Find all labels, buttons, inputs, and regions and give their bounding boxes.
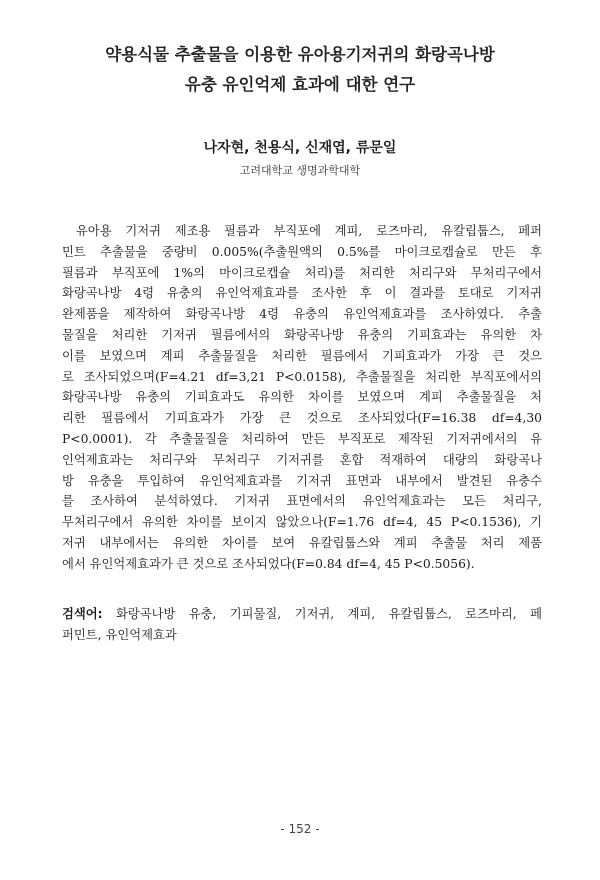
abstract-line: 인억제효과는 처리구와 무처리구 기저귀를 혼합 적재하여 대량의 화랑곡나 — [62, 452, 542, 467]
abstract-line: 를 조사하여 분석하였다. 기저귀 표면에서의 유인억제효과는 모든 처리구, — [62, 494, 542, 509]
abstract-line: 리한 필름에서 기피효과가 가장 큰 것으로 조사되었다(F=16.38 df=4,30 — [62, 411, 542, 426]
abstract-line: 화랑곡나방 4령 유충의 유인억제효과를 조사한 후 이 결과를 토대로 기저귀 — [62, 286, 542, 301]
abstract — [62, 221, 542, 575]
abstract-line: 이를 보였으며 계피 추출물질을 처리한 필름에서 기피효과가 가장 큰 것으 — [62, 348, 542, 363]
abstract-line: 완제품을 제작하여 화랑곡나방 4령 유충의 유인억제효과를 조사하였다. 추출 — [62, 307, 542, 322]
abstract-line: 민트 추출물을 중량비 0.005%(추출원액의 0.5%를 마이크로캡슐로 만든 후 — [62, 244, 542, 259]
abstract-line: 방 유충을 투입하여 유인억제효과를 기저귀 표면과 내부에서 발견된 유충수 — [62, 473, 542, 488]
abstract-line: 로 조사되었으며(F=4.21 df=3,21 P<0.0158), 추출물질을 처리한 부직포에서의 — [62, 369, 542, 384]
affiliation: 고려대학교 생명과학대학 — [239, 164, 361, 177]
abstract-line: 물질을 처리한 기저귀 필름에서의 화랑곡나방 유충의 기피효과는 유의한 차 — [62, 327, 542, 342]
abstract-line: 에서 유인억제효과가 큰 것으로 조사되었다(F=0.84 df=4, 45 P<0.5056). — [62, 556, 475, 571]
abstract-line: 필름과 부직포에 1%의 마이크로캡슐 처리)를 처리한 처리구와 무처리구에서 — [62, 265, 542, 280]
abstract-line: 저귀 내부에서는 유의한 차이를 보여 유칼립툽스와 계피 추출물 처리 제품 — [62, 535, 542, 550]
keywords-line-1 — [62, 604, 542, 625]
keywords-line-2: 퍼민트, 유인억제효과 — [62, 628, 177, 642]
page-number: - 152 - — [280, 822, 320, 836]
title-line-1: 약용식물 추출물을 이용한 유아용기저귀의 화랑곡나방 — [105, 45, 495, 64]
abstract-line: 무처리구에서 유의한 차이를 보이지 않았으나(F=1.76 df=4, 45 P<0.1536), 기 — [62, 515, 542, 530]
keywords-text-1: 화랑곡나방 유충, 기피물질, 기저귀, 계피, 유칼립툽스, 로즈마리, 페 — [115, 607, 542, 621]
author-list: 나자현, 천용식, 신재엽, 류문일 — [203, 140, 397, 156]
abstract-line: 유아용 기저귀 제조용 필름과 부직포에 계피, 로즈마리, 유칼립툽스, 페퍼 — [76, 224, 542, 238]
keywords-label: 검색어: — [62, 607, 103, 621]
abstract-line: P<0.0001). 각 추출물질을 처리하여 만든 부직포로 제작된 기저귀에서의 유 — [62, 431, 542, 446]
abstract-line: 화랑곡나방 유충의 기피효과도 유의한 차이를 보였으며 계피 추출물질을 처 — [62, 390, 542, 405]
keywords-section — [62, 604, 542, 646]
paper-title — [40, 40, 560, 100]
title-line-2: 유충 유인억제 효과에 대한 연구 — [184, 75, 416, 94]
